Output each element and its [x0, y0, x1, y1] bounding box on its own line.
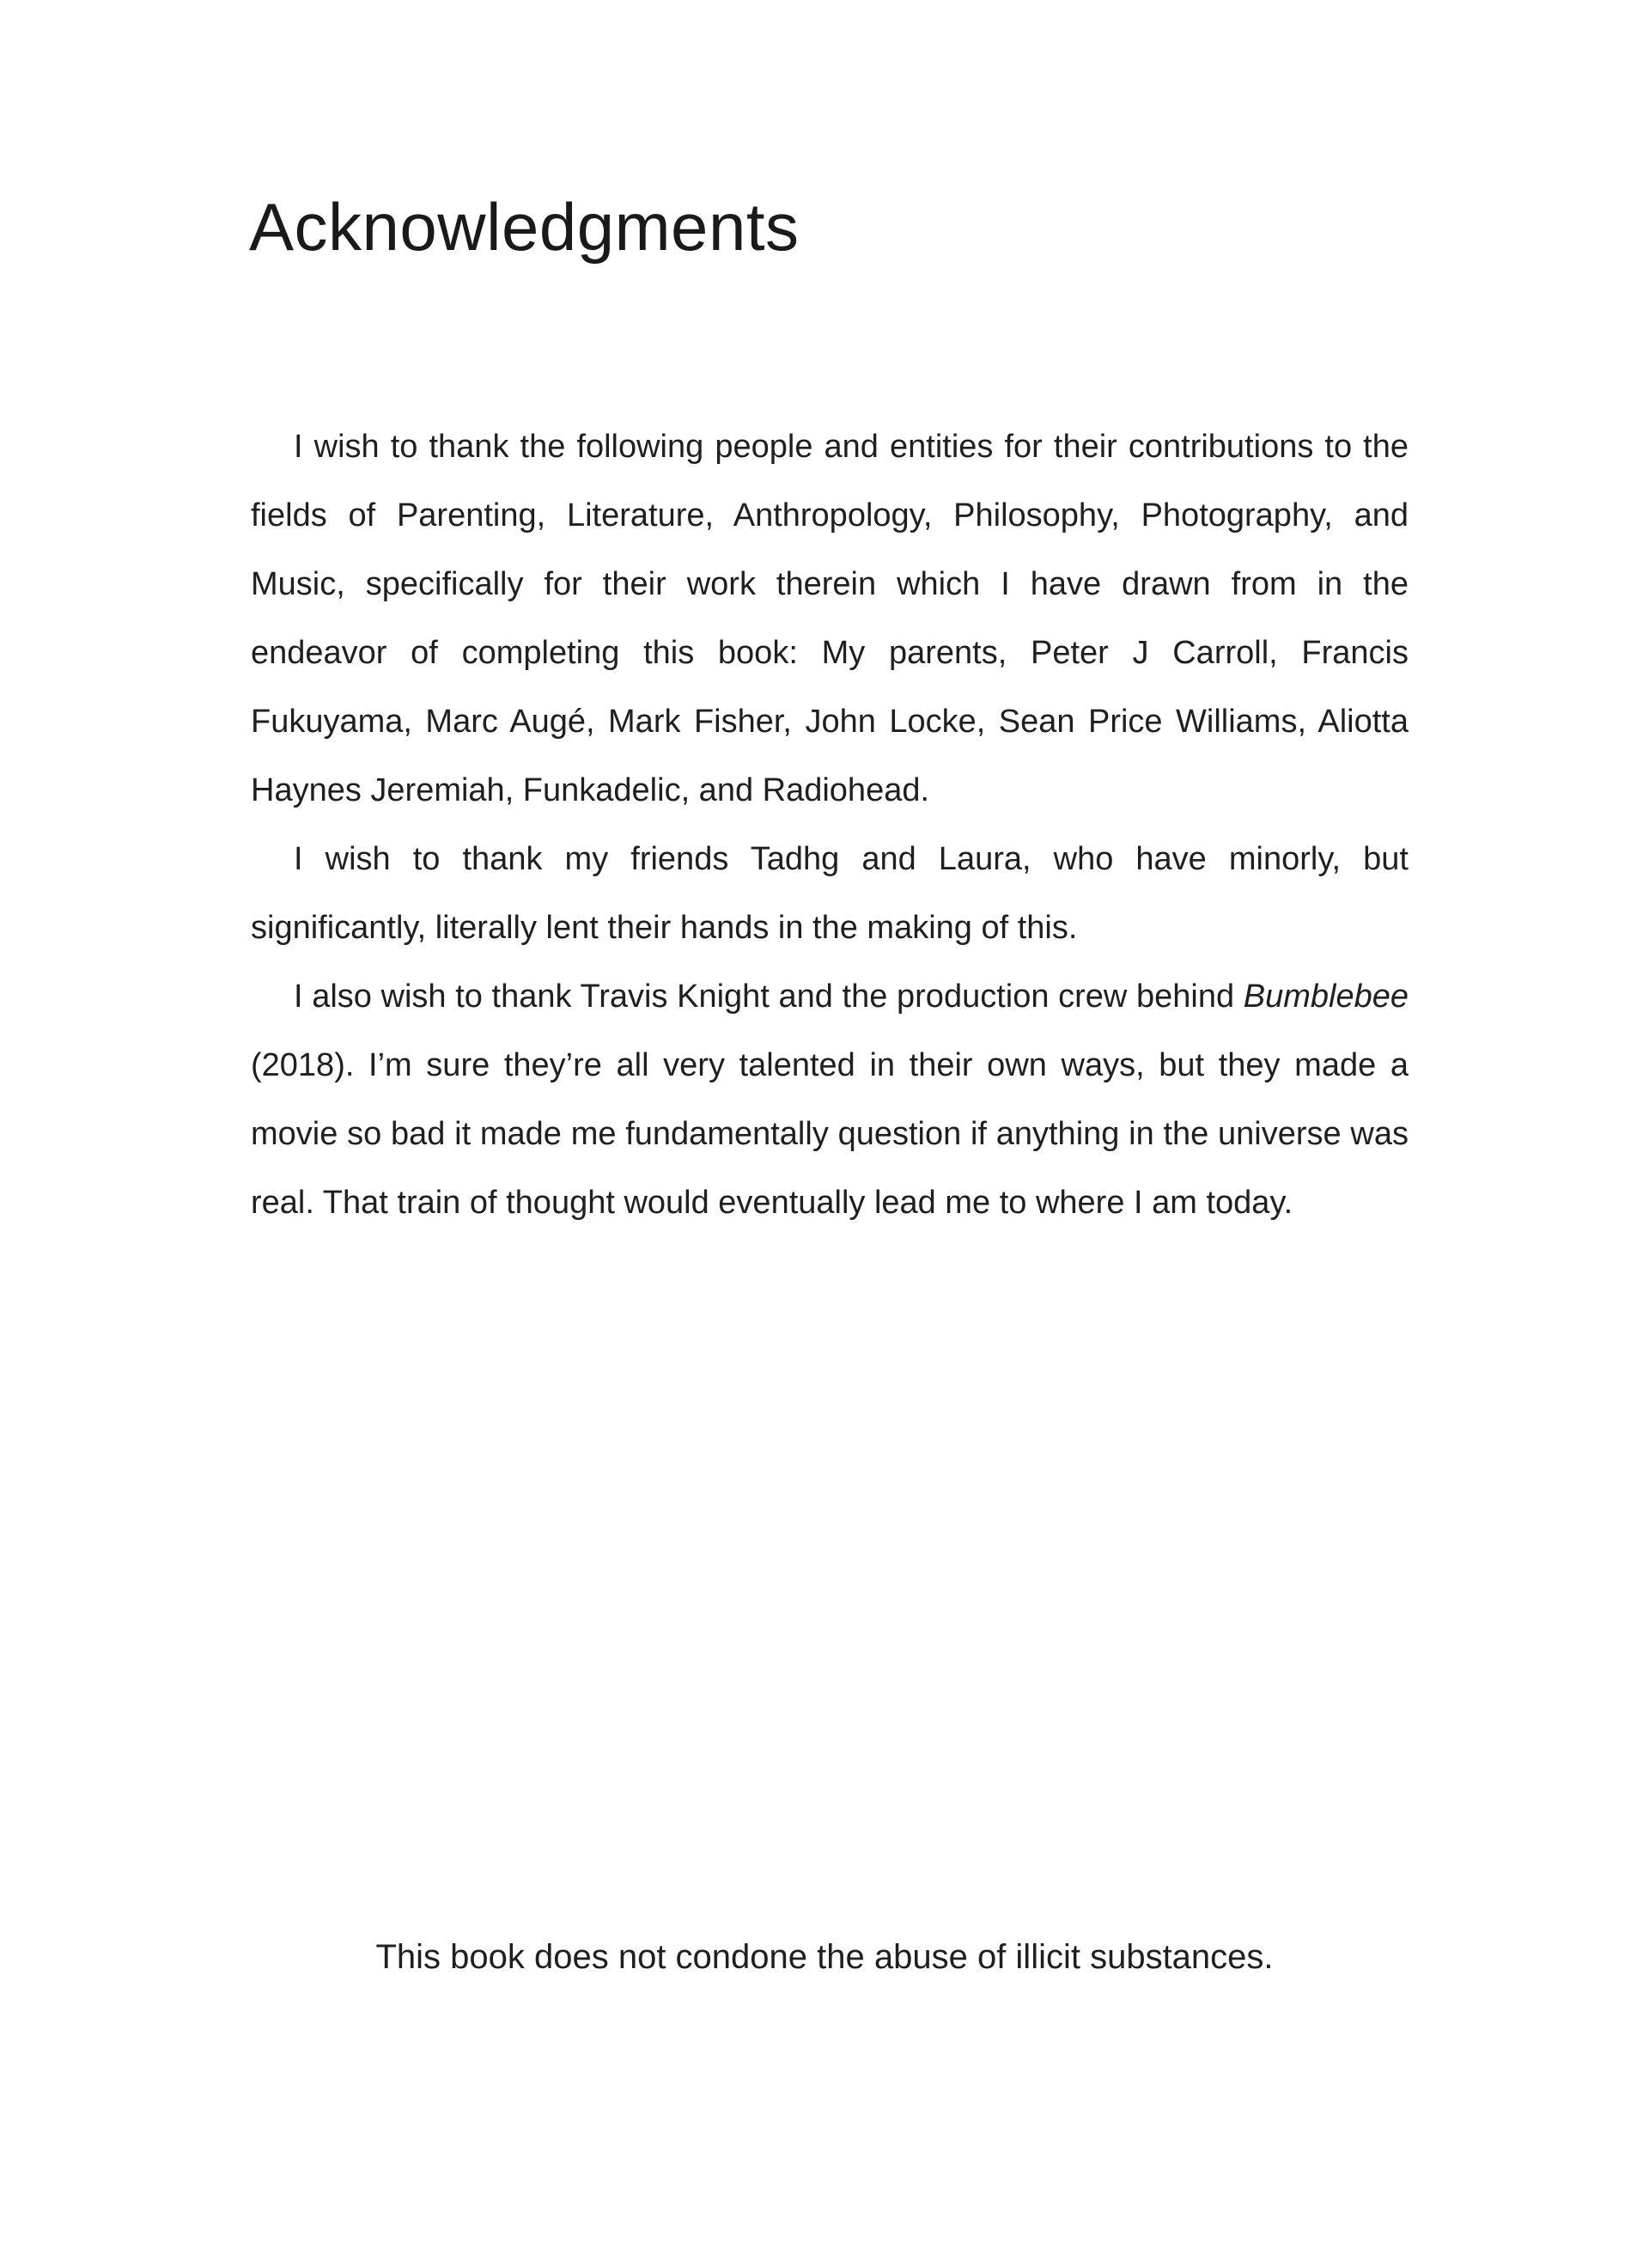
- film-title: Bumblebee: [1243, 979, 1409, 1015]
- paragraph-contributors: I wish to thank the following people and entities for their contributions to the fields of Parenting, Literature, Anthropology, Philosophy, Photography, and Music, specifically for their work therein which I have drawn from in the endeavor of completing this book: My parents, Peter J Carroll, Francis Fukuyama, Marc Augé, Mark Fisher, John Locke, Sean Price Williams, Aliotta Haynes Jeremiah, Funkadelic, and Radiohead.: [251, 429, 1409, 808]
- paragraph-bumblebee-intro: I also wish to thank Travis Knight and the production crew behind: [294, 979, 1244, 1015]
- paragraph-bumblebee: [251, 962, 1409, 1237]
- paragraph-bumblebee-rest: (2018). I’m sure they’re all very talented in their own ways, but they made a movie so bad it made me fundamentally question if anything in the universe was real. That train of thought would eventually lead me to where I am today.: [251, 1047, 1409, 1221]
- disclaimer: This book does not condone the abuse of illicit substances.: [375, 1938, 1274, 1976]
- acknowledgments-body: [251, 412, 1409, 1237]
- paragraph-friends: I wish to thank my friends Tadhg and Laura, who have minorly, but significantly, literally lent their hands in the making of this.: [251, 841, 1409, 946]
- page-title: Acknowledgments: [249, 189, 800, 265]
